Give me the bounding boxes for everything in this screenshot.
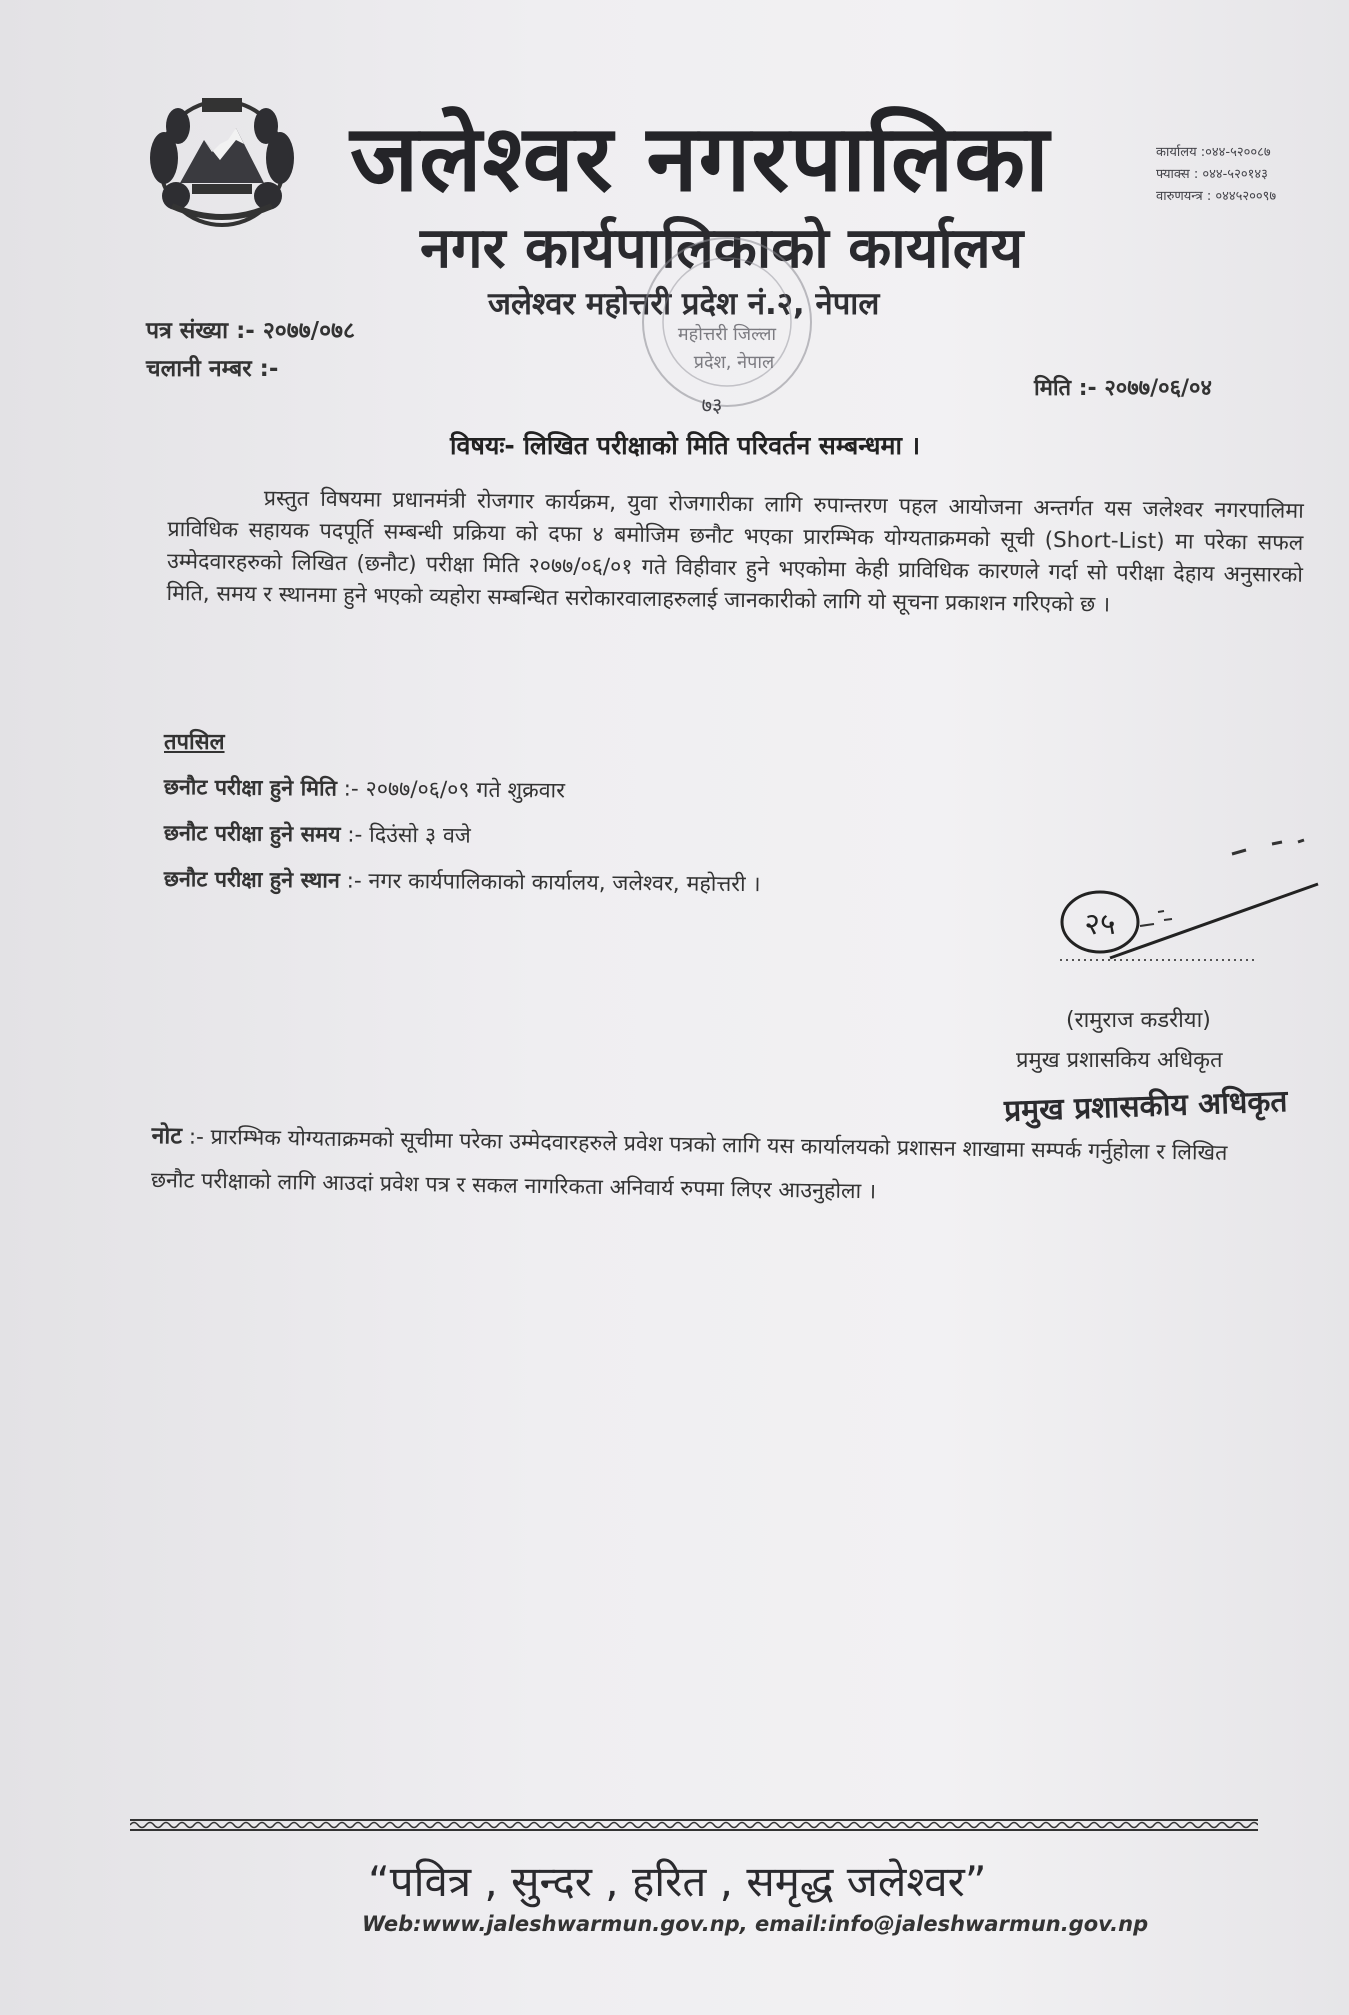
contact-phone: वारुणयन्त्र : ०४४५२००९७ [1156,189,1277,204]
body-paragraph: प्रस्तुत विषयमा प्रधानमंत्री रोजगार कार्यक्रम, युवा रोजगारीका लागि रुपान्तरण पहल आयोजना अन्तर्गत यस जलेश्वर नगरपालिमा प्राविधिक सहायक पदपूर्ति सम्बन्धी प्रक्रिया को दफा ४ बमोजिम छनौट भएका प्रारम्भिक योग्यताक्रमको सूची (Short-List) मा परेका सफल उम्मेदवारहरुको लिखित (छनौट) परीक्षा मिति २०७७/०६/०१ गते विहीवार हुने भएकोमा केही प्राविधिक कारणले गर्दा सो परीक्षा देहाय अनुसारको मिति, समय र स्थानमा हुने भएको व्यहोरा सम्बन्धित सरोकारवालाहरुलाई जानकारीको लागि यो सूचना प्रकाशन गरिएको छ । [166,486,1304,618]
office-seal [622,222,832,422]
footer-web-email: Web:www.jaleshwarmun.gov.np, email:info@jaleshwarmun.gov.np [362,1912,1149,1936]
letter-date: मिति :- २०७७/०६/०४ [1034,376,1212,401]
note-block [151,1114,1278,1221]
signatory-title: प्रमुख प्रशासकिय अधिकृत [1016,1048,1223,1073]
details-heading: तपसिल [164,730,225,755]
letter-subject: विषयः- लिखित परीक्षाको मिति परिवर्तन सम्बन्धमा । [450,431,921,460]
exam-venue-value: :- नगर कार्यपालिकाको कार्यालय, जलेश्वर, महोत्तरी । [346,868,761,898]
seal-number: ७३ [701,393,723,417]
exam-time-label: छनौट परीक्षा हुने समय [163,820,341,848]
contact-fax: फ्याक्स : ०४४-५२०१४३ [1156,167,1268,182]
municipality-title: जलेश्वर नगरपालिका [350,105,1050,212]
note-label: नोट [151,1122,183,1150]
exam-date-value: :- २०७७/०६/०९ गते शुक्रवार [343,776,566,804]
exam-time-row [164,818,471,850]
signature [1040,830,1320,1000]
note-text: :- प्रारम्भिक योग्यताक्रमको सूचीमा परेका उम्मेदवारहरुले प्रवेश पत्रको लागि यस कार्यालयको प्रशासन शाखामा सम्पर्क गर्नुहोला र लिखित छनौट परीक्षाको लागि आउदां प्रवेश पत्र र सकल नागरिकता अनिवार्य रुपमा लिएर आउनुहोला । [150,1124,1228,1205]
letter-body [166,482,1303,624]
seal-line-2: प्रदेश, नेपाल [693,352,775,373]
reference-block [146,312,355,388]
contact-office: कार्यालय :०४४-५२००८७ [1156,145,1271,160]
exam-venue-row [164,864,761,898]
contact-numbers [1156,142,1276,208]
signatory-name: (रामुराज कडरीया) [1066,1008,1211,1033]
footer-decorative-border [130,1818,1258,1832]
dispatch-number: चलानी नम्बर :- [146,356,279,382]
office-subtitle: नगर कार्यपालिकाको कार्यालय [420,216,1024,281]
exam-date-label: छनौट परीक्षा हुने मिति [163,774,337,802]
designation-stamp: प्रमुख प्रशासकीय अधिकृत [1003,1084,1289,1129]
exam-date-row [164,772,565,804]
signature-mark: २५ [1084,907,1116,942]
exam-time-value: :- दिउंसो ३ वजे [347,822,471,849]
exam-venue-label: छनौट परीक्षा हुने स्थान [163,866,340,894]
nepal-emblem-logo [132,88,312,238]
footer-motto: “पवित्र , सुन्दर , हरित , समृद्ध जलेश्वर” [368,1857,987,1906]
office-address: जलेश्वर महोत्तरी प्रदेश नं.२, नेपाल [488,286,880,322]
letter-number: पत्र संख्या :- २०७७/०७८ [146,318,355,344]
seal-line-1: महोत्तरी जिल्ला [677,324,777,345]
